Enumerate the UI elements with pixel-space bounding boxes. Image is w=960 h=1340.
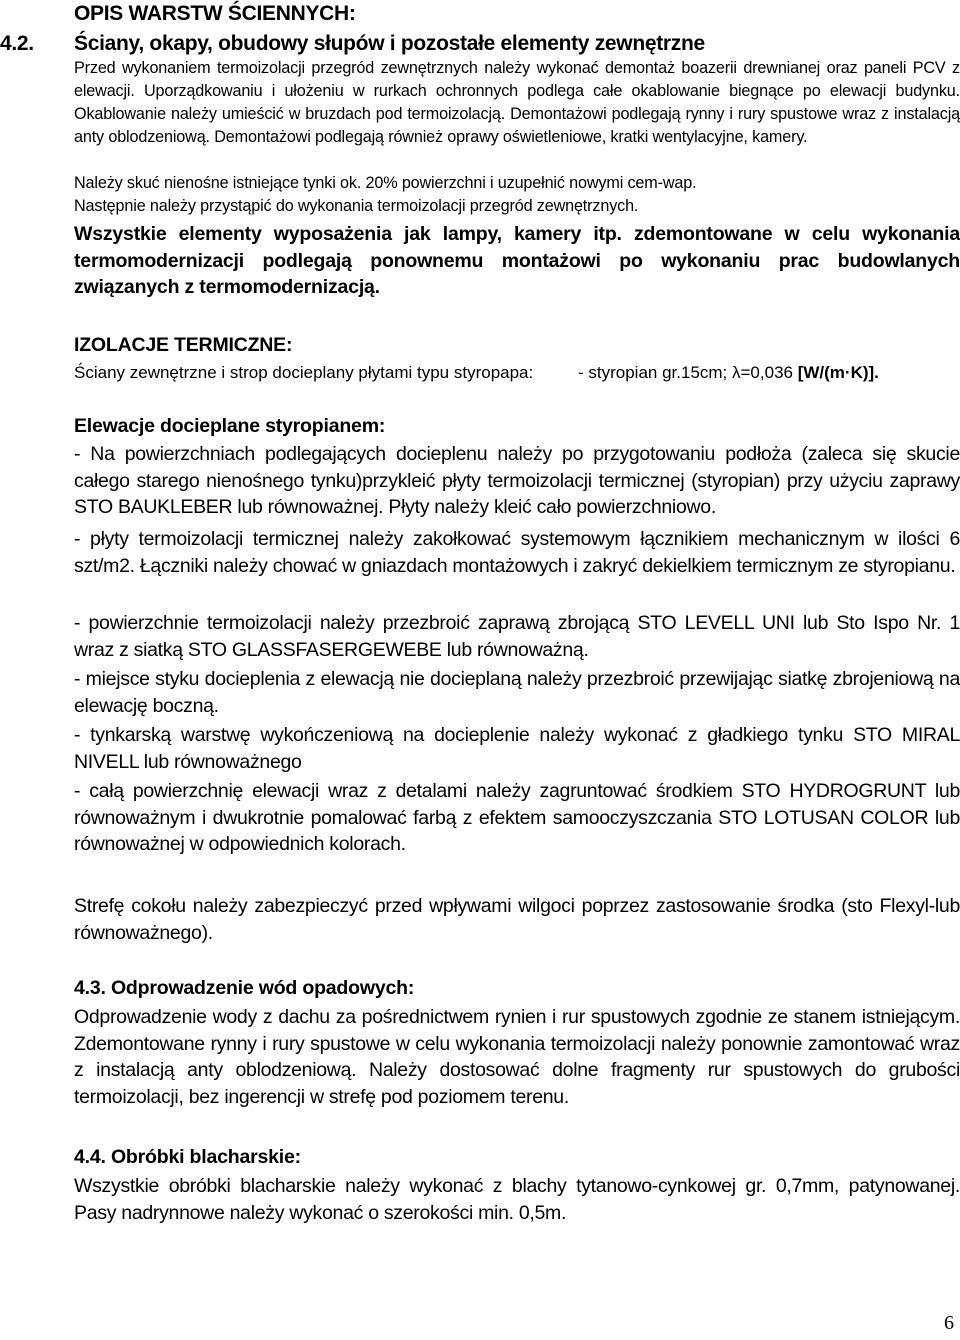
- section-4-4-number: 4.4.: [74, 1146, 106, 1168]
- izolacje-row-label: Ściany zewnętrzne i strop docieplany płytami typu styropapa:: [74, 363, 534, 382]
- section-4-3-heading: [74, 975, 414, 1001]
- heading-opis-warstw: OPIS WARSTW ŚCIENNYCH:: [74, 2, 356, 25]
- page-number: 6: [944, 1312, 954, 1334]
- intro-paragraph: Przed wykonaniem termoizolacji przegród zewnętrznych należy wykonać demontaż boazerii drewnianej oraz paneli PCV z elewacji. Uporządkowaniu i ułożeniu w rurkach ochronnych podlega całe okablowanie biegnące po elewacji budynku. Okablowanie należy umieścić w bruzdach pod termoizolacją. Demontażowi podlegają rynny i rury spustowe wraz z instalacją anty oblodzeniową. Demontażowi podlegają również oprawy oświetleniowe, kratki wentylacyjne, kamery.: [74, 59, 960, 146]
- elewacje-heading: Elewacje docieplane styropianem:: [74, 415, 386, 437]
- elewacje-item-6: - całą powierzchnię elewacji wraz z detalami należy zagruntować środkiem STO HYDROGRUNT lub równoważnym i dwukrotnie pomalować farbą z efektem samooczyszczania STO LOTUSAN COLOR lub równoważnej w odpowiednich kolorach.: [74, 780, 960, 855]
- section-4-4-heading: [74, 1144, 301, 1170]
- section-4-3-body: Odprowadzenie wody z dachu za pośrednictwem rynien i rur spustowych zgodnie ze stanem istniejącym. Zdemontowane rynny i rury spustowe w celu wykonania termoizolacji należy ponownie zamontować wraz z instalacją anty oblodzeniową. Należy dostosować dolne fragmenty rur spustowych do grubości termoizolacji, bez ingerencji w strefę pod poziomem terenu.: [74, 1006, 960, 1108]
- elewacje-item-3: - powierzchnie termoizolacji należy przezbroić zaprawą zbrojącą STO LEVELL UNI lub Sto Ispo Nr. 1 wraz z siatką STO GLASSFASERGEWEBE lub równoważną.: [74, 612, 960, 661]
- section-4-2-number: 4.2.: [0, 32, 34, 55]
- section-4-4-title: Obróbki blacharskie:: [110, 1146, 301, 1168]
- equipment-remount-paragraph: Wszystkie elementy wyposażenia jak lampy, kamery itp. zdemontowane w celu wykonania termomodernizacji podlegają ponownemu montażowi po wykonaniu prac budowlanych związanych z termomodernizacją.: [74, 223, 960, 298]
- elewacje-item-4: - miejsce styku docieplenia z elewacją nie docieplaną należy przezbroić przewijając siatkę zbrojeniową na elewację boczną.: [74, 668, 960, 717]
- elewacje-item-1: - Na powierzchniach podlegających docieplenu należy po przygotowaniu podłoża (zaleca się skucie całego starego nienośnego tynku)przykleić płyty termoizolacji termicznej (styropian) przy użyciu zaprawy STO BAUKLEBER lub równoważnej. Płyty należy kleić cało powierzchniowo.: [74, 443, 960, 518]
- styropian-spec: - styropian gr.15cm; λ=0,036: [578, 363, 793, 382]
- section-4-2-title: Ściany, okapy, obudowy słupów i pozostałe elementy zewnętrzne: [74, 32, 705, 55]
- tynki-line: Należy skuć nienośne istniejące tynki ok. 20% powierzchni i uzupełnić nowymi cem-wap.: [74, 174, 697, 192]
- section-4-3-number: 4.3.: [74, 977, 106, 999]
- elewacje-item-5: - tynkarską warstwę wykończeniową na docieplenie należy wykonać z gładkiego tynku STO MIRAL NIVELL lub równoważnego: [74, 724, 960, 773]
- section-4-4-body: Wszystkie obróbki blacharskie należy wykonać z blachy tytanowo-cynkowej gr. 0,7mm, patynowanej. Pasy nadrynnowe należy wykonać o szerokości min. 0,5m.: [74, 1175, 960, 1224]
- izolacje-row-value: [578, 363, 879, 383]
- elewacje-item-2: - płyty termoizolacji termicznej należy zakołkować systemowym łącznikiem mechanicznym w ilości 6 szt/m2. Łączniki należy chować w gniazdach montażowych i zakryć dekielkiem termicznym ze styropianu.: [74, 528, 960, 577]
- izolacje-heading: IZOLACJE TERMICZNE:: [74, 334, 293, 356]
- nastepnie-line: Następnie należy przystąpić do wykonania termoizolacji przegród zewnętrznych.: [74, 197, 639, 215]
- lambda-unit: [W/(m·K)].: [797, 363, 879, 382]
- cokol-paragraph: Strefę cokołu należy zabezpieczyć przed wpływami wilgoci poprzez zastosowanie środka (sto Flexyl-lub równoważnego).: [74, 895, 960, 944]
- section-4-3-title: Odprowadzenie wód opadowych:: [110, 977, 415, 999]
